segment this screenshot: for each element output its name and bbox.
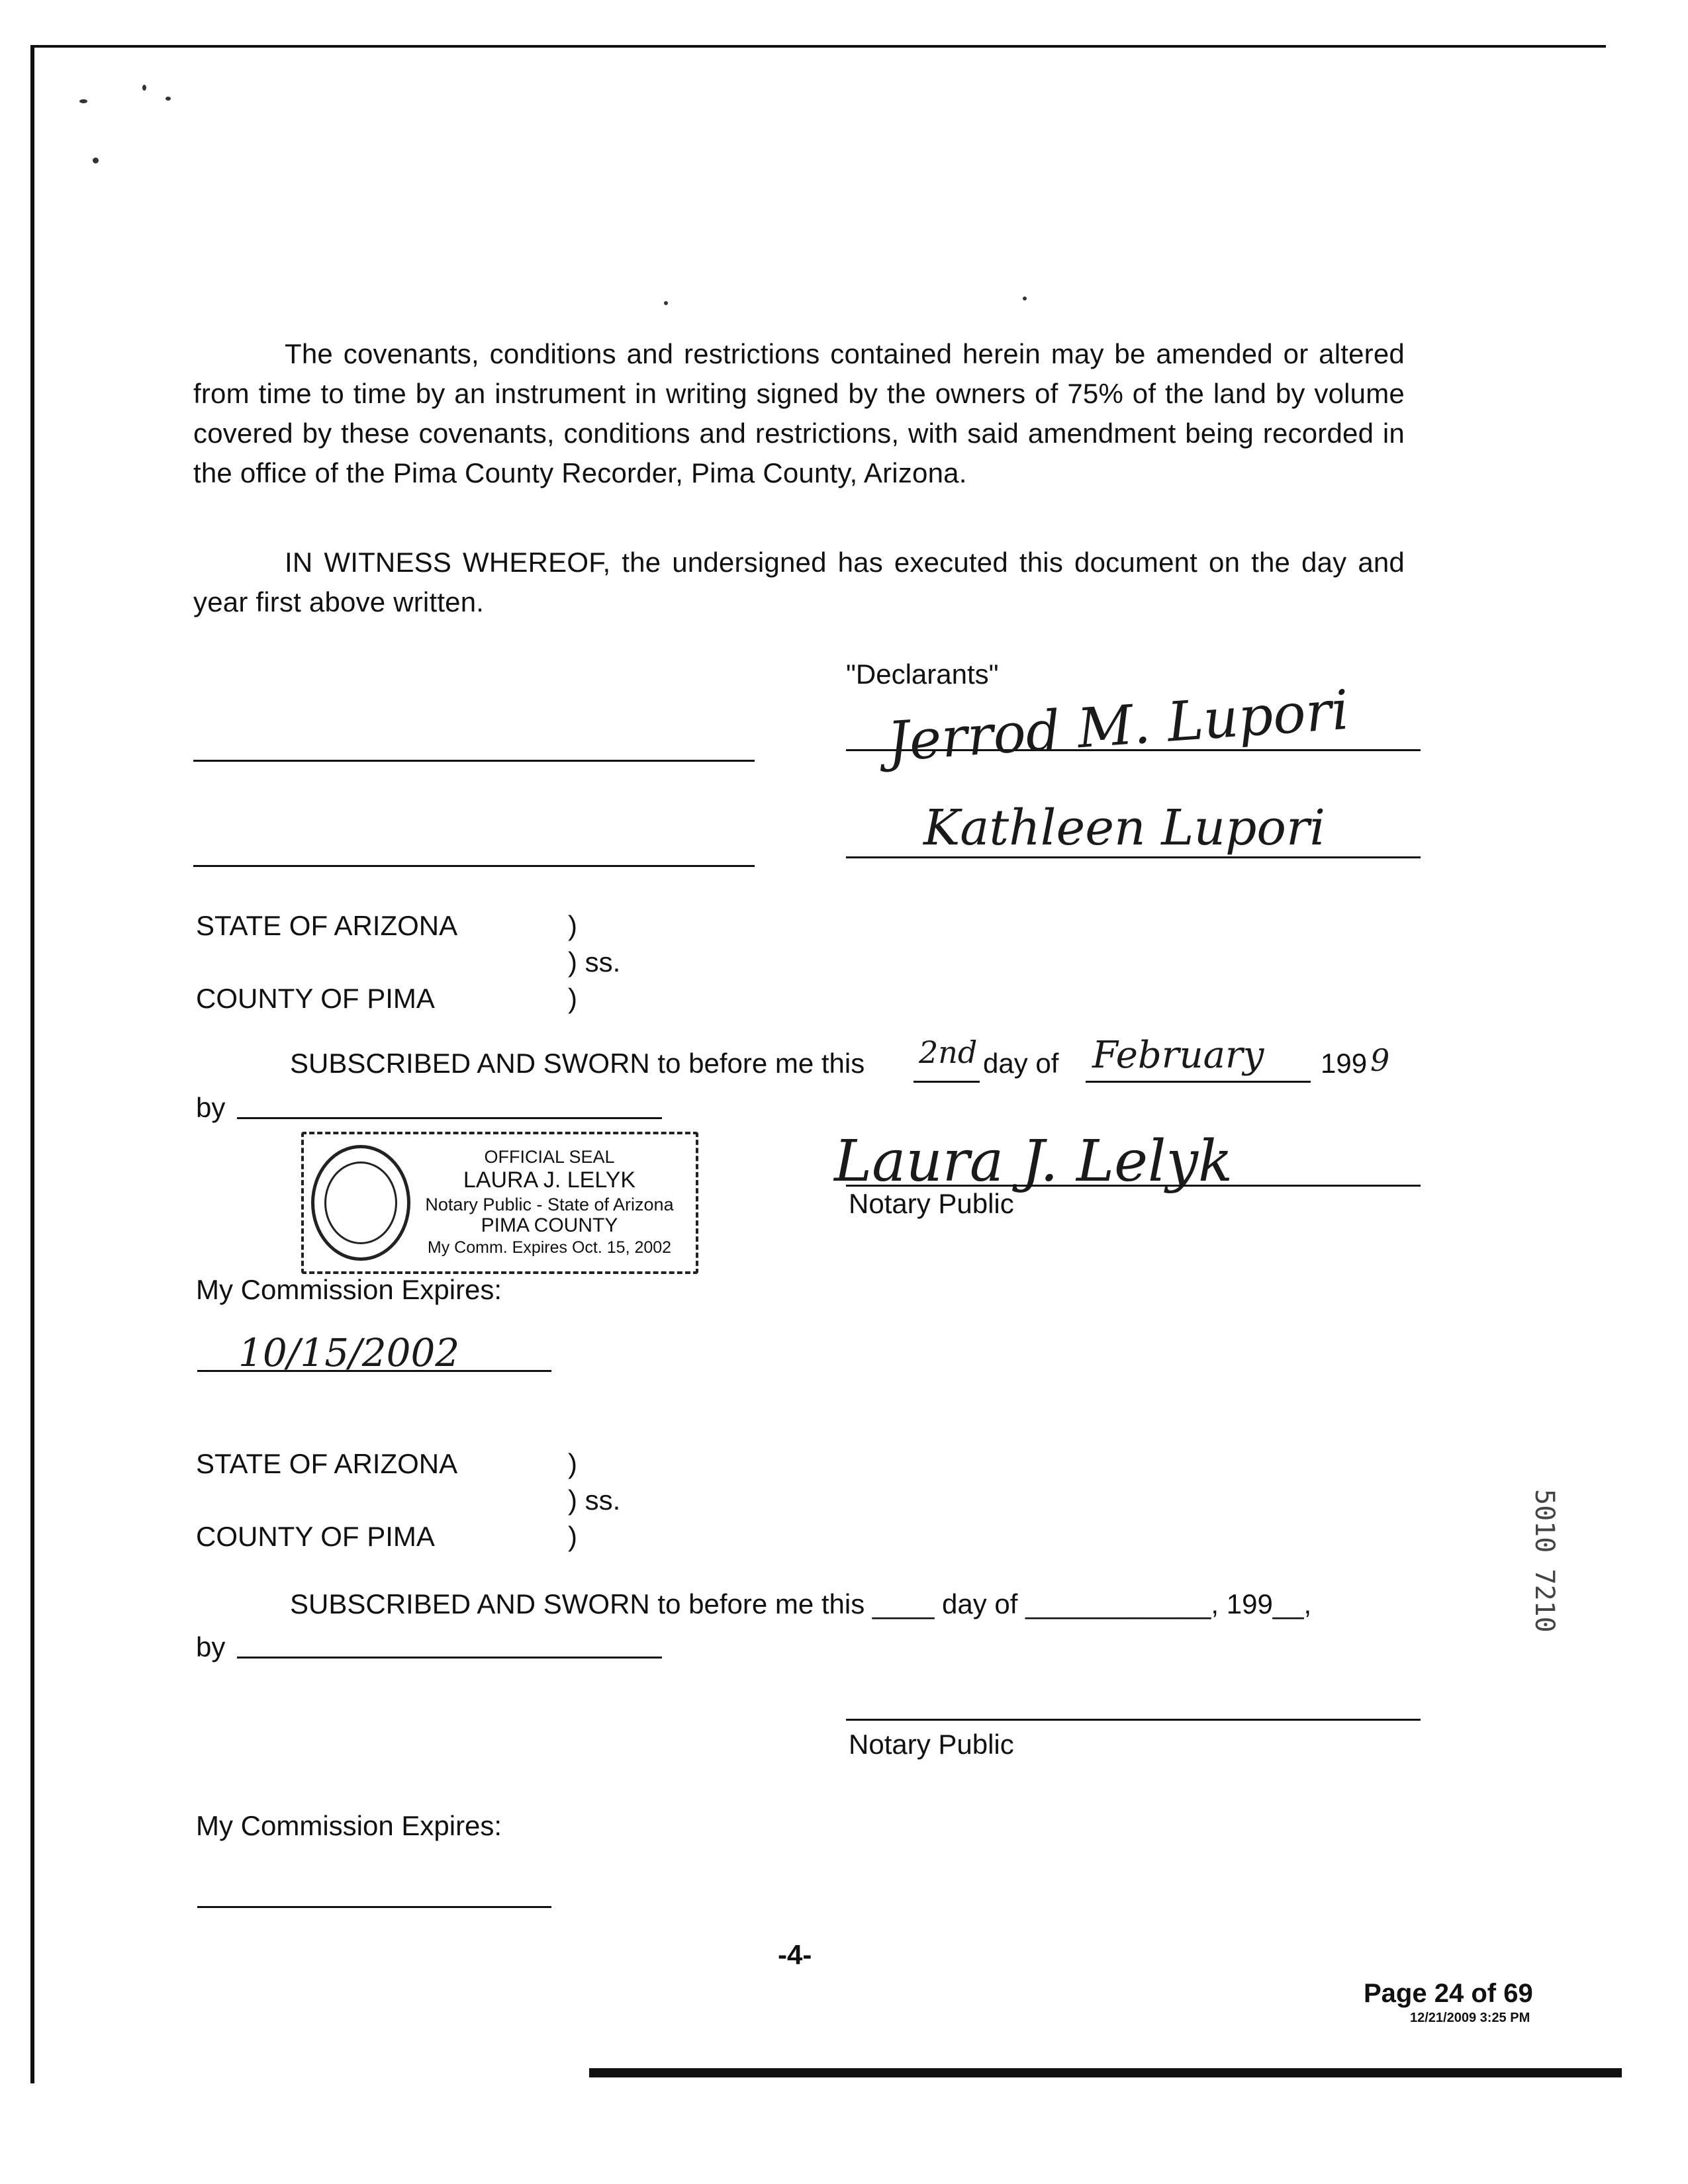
page-border-top xyxy=(30,45,1606,48)
month-line xyxy=(1086,1081,1311,1083)
commission-expires-label: My Commission Expires: xyxy=(196,1274,502,1305)
covenants-paragraph: The covenants, conditions and restrictions contained herein may be amended or altered from time to time by an instrument in writing signed by the owners of 75% of the land by volume covered by these covenants, conditions and restrictions, with said amendment being recorded in the office of the Pima County Recorder, Pima County, Arizona. xyxy=(193,338,1405,488)
subscribed-text-2: SUBSCRIBED AND SWORN to before me this ____ day of ____________, 199__, xyxy=(290,1588,1312,1619)
declarant-signature-2: Kathleen Lupori xyxy=(923,799,1325,856)
by-line xyxy=(237,1117,662,1119)
signature-line-right-2 xyxy=(846,856,1421,858)
declarants-label: "Declarants" xyxy=(846,659,999,690)
seal-line-3: Notary Public - State of Arizona xyxy=(425,1195,674,1214)
paren: ) xyxy=(568,1448,577,1479)
declarant-signature-1: Jerrod M. Lupori xyxy=(885,678,1351,774)
notary-signature-line-2 xyxy=(846,1719,1421,1721)
county-label-2: COUNTY OF PIMA xyxy=(196,1521,435,1552)
scan-speck xyxy=(93,158,99,163)
county-label: COUNTY OF PIMA xyxy=(196,983,435,1014)
page-border-bottom xyxy=(589,2068,1622,2077)
scan-speck xyxy=(142,85,146,91)
year-handwritten: 9 xyxy=(1370,1042,1390,1078)
paren: ) xyxy=(568,983,577,1014)
paren: ) xyxy=(568,910,577,941)
notary-signature-line xyxy=(846,1185,1421,1187)
day-of-label: day of xyxy=(983,1048,1059,1079)
month-handwritten: February xyxy=(1092,1034,1264,1077)
by-label: by xyxy=(196,1092,226,1123)
scan-speck xyxy=(664,301,668,305)
signature-line-left-1 xyxy=(193,760,755,762)
commission-expires-handwritten: 10/15/2002 xyxy=(238,1330,460,1375)
scan-speck xyxy=(79,99,87,103)
page-border-left xyxy=(30,45,34,2083)
subscribed-text: SUBSCRIBED AND SWORN to before me this xyxy=(290,1048,865,1079)
day-handwritten: 2nd xyxy=(919,1034,978,1070)
state-label: STATE OF ARIZONA xyxy=(196,910,458,941)
signature-line-left-2 xyxy=(193,865,755,867)
commission-expires-label-2: My Commission Expires: xyxy=(196,1810,502,1841)
state-seal-inner-ring xyxy=(324,1161,397,1244)
page-number: -4- xyxy=(778,1939,812,1970)
by-label-2: by xyxy=(196,1631,226,1662)
paren: ) xyxy=(568,1521,577,1552)
commission-expires-line xyxy=(197,1370,551,1372)
ss-label: ) ss. xyxy=(568,946,621,978)
seal-line-1: OFFICIAL SEAL xyxy=(484,1147,615,1167)
page-of-count: Page 24 of 69 xyxy=(1364,1979,1533,2008)
notary-public-label-2: Notary Public xyxy=(849,1729,1014,1760)
day-line xyxy=(914,1081,980,1083)
margin-recording-stamp: 5010 7210 xyxy=(1529,1489,1560,1633)
by-line-2 xyxy=(237,1657,662,1659)
year-prefix: 199 xyxy=(1321,1048,1368,1079)
print-timestamp: 12/21/2009 3:25 PM xyxy=(1410,2011,1530,2025)
seal-line-2: LAURA J. LELYK xyxy=(463,1167,636,1193)
seal-line-4: PIMA COUNTY xyxy=(481,1214,618,1236)
scan-speck xyxy=(1023,296,1027,300)
scan-speck xyxy=(165,97,171,101)
commission-expires-line-2 xyxy=(197,1906,551,1908)
ss-label-2: ) ss. xyxy=(568,1484,621,1516)
notary-public-label: Notary Public xyxy=(849,1188,1014,1219)
notary-signature: Laura J. Lelyk xyxy=(834,1128,1233,1195)
seal-line-5: My Comm. Expires Oct. 15, 2002 xyxy=(427,1238,672,1257)
witness-paragraph: IN WITNESS WHEREOF, the undersigned has executed this document on the day and year first above written. xyxy=(193,547,1405,617)
state-label-2: STATE OF ARIZONA xyxy=(196,1448,458,1479)
